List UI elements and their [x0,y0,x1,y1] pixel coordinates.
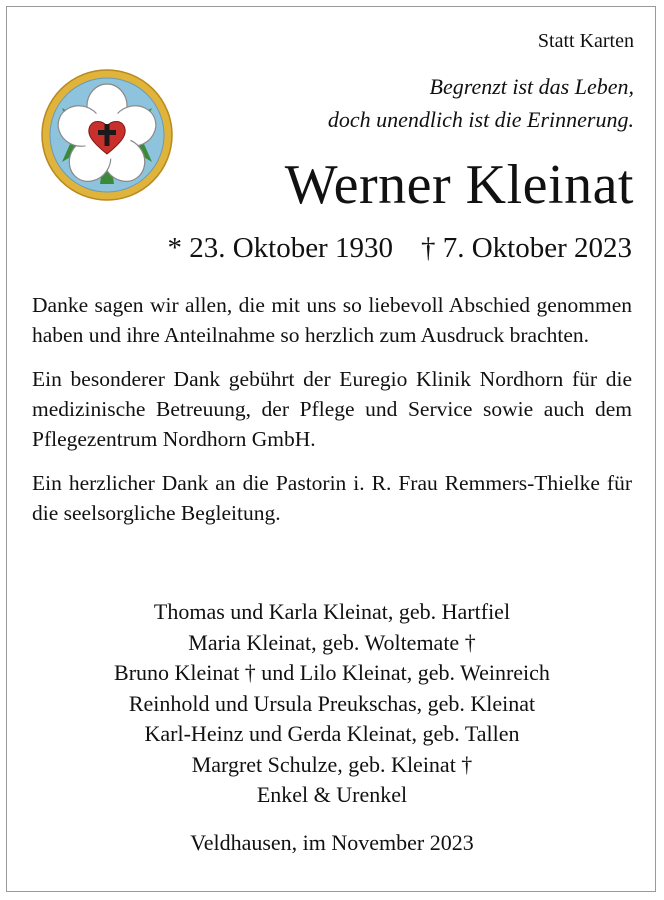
family-member: Margret Schulze, geb. Kleinat † [191,751,473,777]
motto-line-1: Begrenzt ist das Leben, [429,74,634,99]
family-member: Reinhold und Ursula Preukschas, geb. Kleinat [128,690,536,716]
life-dates [167,232,632,265]
motto [328,70,634,136]
birth-date: * 23. Oktober 1930 [167,232,393,264]
motto-line-2: doch unendlich ist die Erinnerung. [327,107,634,132]
luther-rose-icon [40,68,174,202]
thanks-text [32,290,632,542]
thanks-paragraph-2: Ein besonderer Dank gebührt der Euregio Klinik Nordhorn für die medizinische Betreuung, der Pflege und Service sowie auch dem Pflegezentrum Nordhorn GmbH. [32,367,632,451]
family-member: Karl-Heinz und Gerda Kleinat, geb. Tallen [144,721,520,746]
family-member: Maria Kleinat, geb. Woltemate † [188,629,476,655]
family-member: Thomas und Karla Kleinat, geb. Hartfiel [153,599,511,624]
thanks-paragraph-1: Danke sagen wir allen, die mit uns so liebevoll Abschied genommen haben und ihre Anteilnahme so herzlich zum Ausdruck brachten. [32,293,632,347]
thanks-paragraph-3: Ein herzlicher Dank an die Pastorin i. R. Frau Remmers-Thielke für die seelsorgliche Begleitung. [32,471,632,525]
statt-karten-label: Statt Karten [537,30,634,52]
place-and-date: Veldhausen, im November 2023 [190,830,474,855]
death-date: † 7. Oktober 2023 [420,232,632,264]
family-list [0,597,664,811]
deceased-name: Werner Kleinat [284,154,634,216]
family-member: Enkel & Urenkel [256,782,408,807]
family-member: Bruno Kleinat † und Lilo Kleinat, geb. Weinreich [114,660,550,685]
